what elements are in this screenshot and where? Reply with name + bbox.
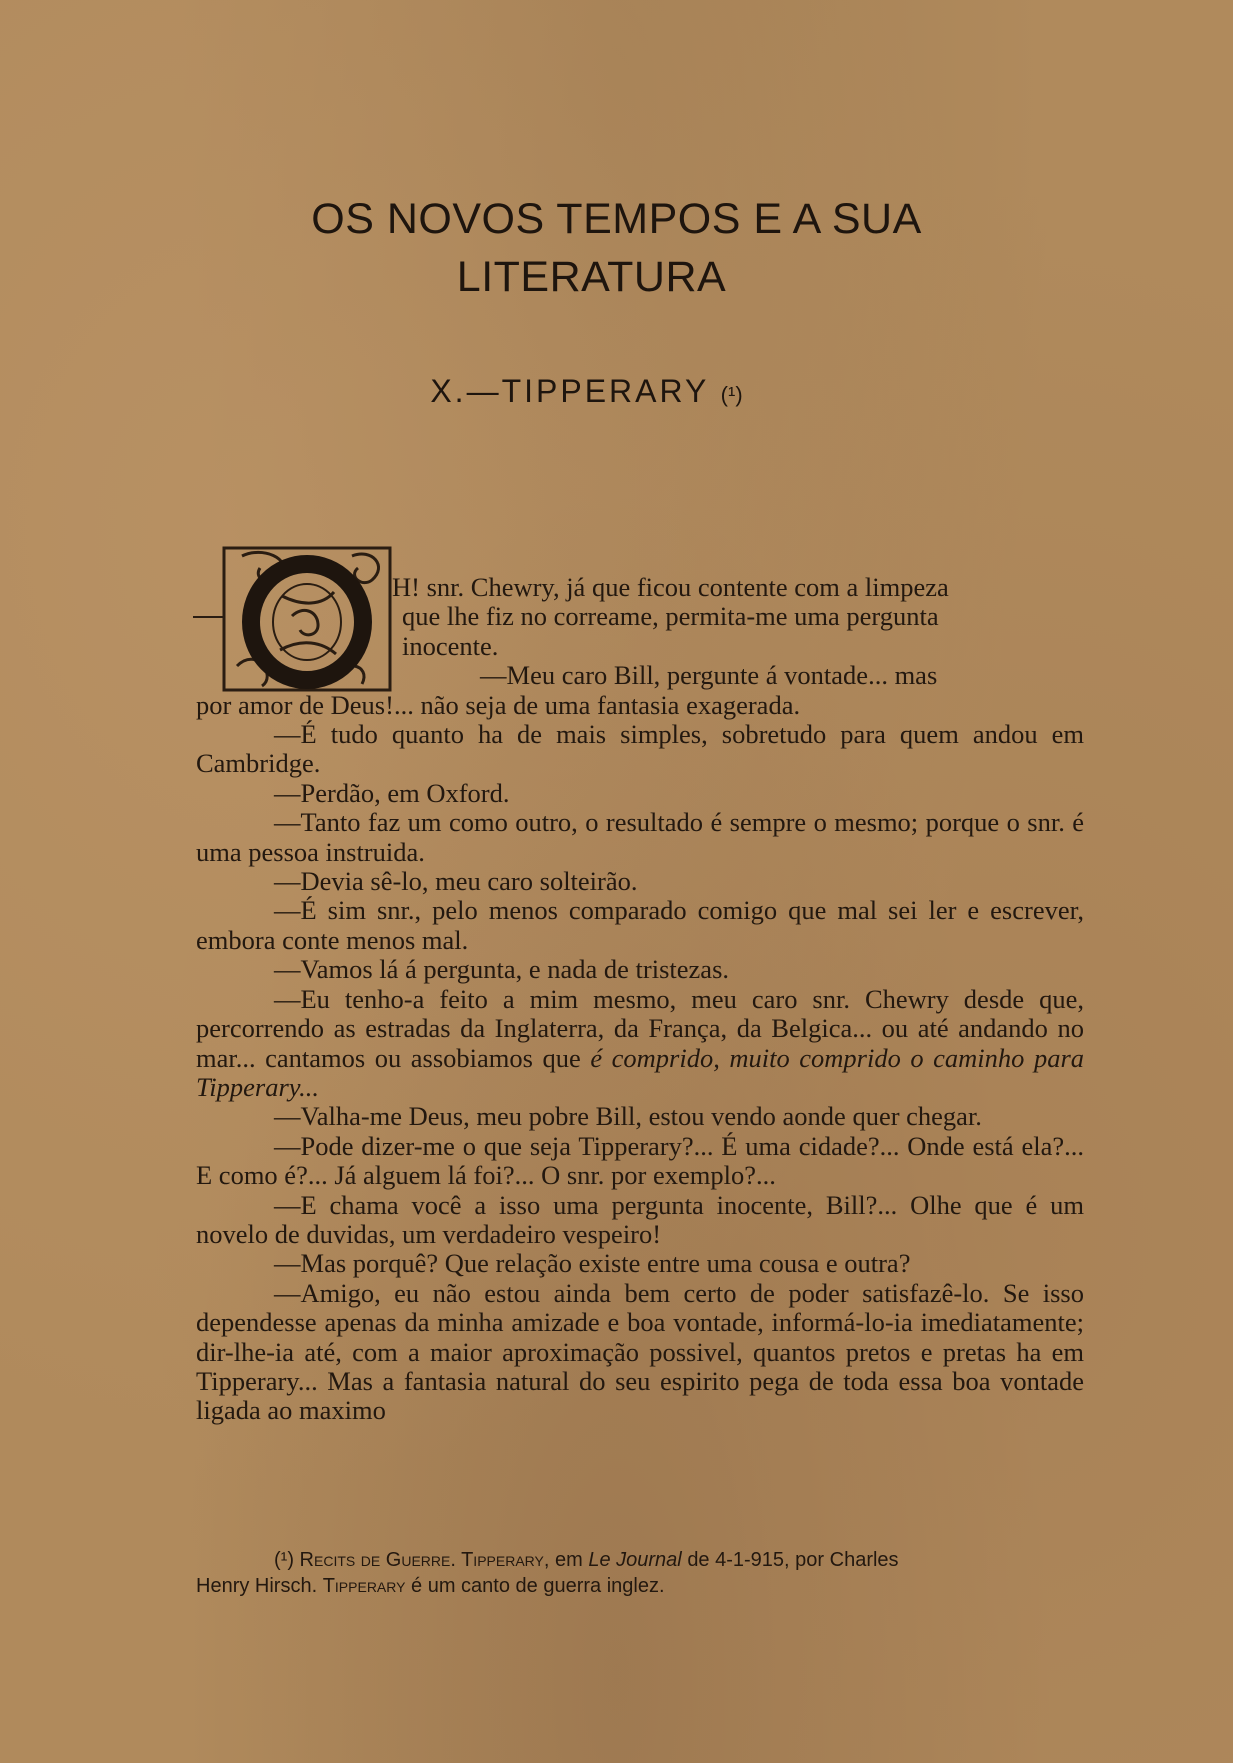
chapter-heading (0, 373, 1233, 410)
chapter-label: X.—TIPPERARY (430, 373, 709, 409)
paragraph: —Amigo, eu não estou ainda bem certo de poder satisfazê-lo. Se isso dependesse apenas da minha amizade e boa vontade, informá-lo-ia imediatamente; dir-lhe-ia até, com a maior aproximação possivel, quantos pretos e pretas ha em Tipperary... Mas a fantasia natural do seu espirito pega de toda essa boa vontade ligada ao maximo (196, 1277, 1084, 1426)
footnote-source: Recits de Guerre. Tipperary, (299, 1549, 550, 1571)
paragraph-line: —Meu caro Bill, pergunte á vontade... mas (480, 660, 938, 691)
chapter-footnote-mark: (¹) (720, 382, 743, 407)
footnote-journal: Le Journal (588, 1549, 682, 1571)
paragraph: —Perdão, em Oxford. (274, 777, 510, 808)
paragraph: —É tudo quanto ha de mais simples, sobretudo para quem andou em Cambridge. (196, 719, 1084, 779)
footnote-description: é um canto de guerra inglez. (411, 1575, 665, 1597)
paragraph-line: inocente. (402, 630, 499, 661)
song-quote: é comprido, muito comprido o caminho para Tipperary... (196, 1042, 1085, 1102)
paragraph: —Valha-me Deus, meu pobre Bill, estou vendo aonde quer chegar. (274, 1101, 982, 1132)
paragraph: —E chama você a isso uma pergunta inocente, Bill?... Olhe que é um novelo de duvidas, um verdadeiro vespeiro! (196, 1189, 1084, 1249)
footnote-line-2 (196, 1573, 1084, 1599)
paragraph: —Pode dizer-me o que seja Tipperary?... É uma cidade?... Onde está ela?... E como é?... Já alguem lá foi?... O snr. por exemplo?... (196, 1130, 1084, 1191)
body-text (196, 573, 1084, 1426)
title-line-2: LITERATURA (456, 253, 727, 301)
paragraph: —Mas porquê? Que relação existe entre uma cousa e outra? (274, 1248, 911, 1279)
footnote-song: Tipperary (322, 1575, 406, 1597)
footnote-em: em (554, 1549, 583, 1571)
paragraph-line: que lhe fiz no correame, permita-me uma pergunta (402, 601, 939, 632)
footnote-line-1 (196, 1547, 1084, 1573)
footnote-author: Henry Hirsch. (196, 1575, 318, 1597)
paragraph-line: H! snr. Chewry, já que ficou contente com a limpeza (392, 572, 949, 602)
footnote (196, 1547, 1084, 1599)
paragraph: —Tanto faz um como outro, o resultado é sempre o mesmo; porque o snr. é uma pessoa instruida. (196, 807, 1084, 867)
title-line-1: OS NOVOS TEMPOS E A SUA (311, 195, 922, 243)
paragraph (196, 985, 1084, 1103)
footnote-date-author: de 4-1-915, por Charles (687, 1549, 899, 1571)
footnote-mark: (¹) (274, 1549, 294, 1571)
paragraph-text: —Eu tenho-a feito a mim mesmo, meu caro snr. Chewry desde que, percorrendo as estradas da Inglaterra, da França, da Belgica... ou até andando no mar... cantamos ou assobiamos que (196, 983, 1084, 1073)
paragraph-line: por amor de Deus!... não seja de uma fantasia exagerada. (196, 689, 801, 720)
paragraph: —Devia sê-lo, meu caro solteirão. (274, 866, 638, 897)
paragraph: —É sim snr., pelo menos comparado comigo que mal sei ler e escrever, embora conte menos mal. (196, 895, 1084, 955)
paragraph: —Vamos lá á pergunta, e nada de tristezas. (274, 954, 730, 985)
page-title (0, 190, 1233, 306)
